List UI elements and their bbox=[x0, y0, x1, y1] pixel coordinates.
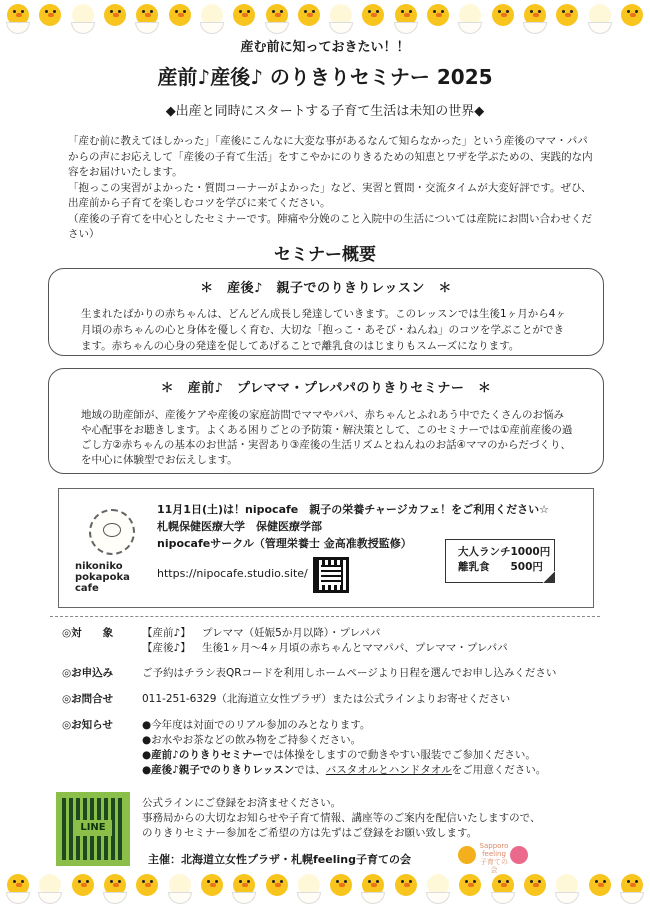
intro-paragraph: （産後の子育てを中心としたセミナーです。陣痛や分娩のこと入院中の生活については産院にお問い合わせください） bbox=[68, 212, 592, 240]
flower-icon bbox=[510, 846, 528, 864]
list-item: ●お水やお茶などの飲み物をご持参ください。 bbox=[142, 734, 362, 746]
chick-icon bbox=[424, 0, 452, 34]
chick-egg-icon bbox=[295, 870, 323, 904]
line-text-line: 事務局からの大切なお知らせや子育て情報、講座等のご案内を配信いたしますので、 bbox=[142, 812, 541, 824]
target-post: 生後1ヶ月〜4ヶ月頃の赤ちゃんとママパパ、プレママ・プレパパ bbox=[202, 642, 508, 654]
chick-icon bbox=[4, 0, 32, 34]
chick-egg-icon bbox=[456, 0, 484, 34]
chick-icon bbox=[230, 870, 258, 904]
nipocafe-box bbox=[58, 488, 594, 608]
info-label: ◎対 象 bbox=[62, 627, 114, 639]
line-qr-code[interactable] bbox=[56, 792, 130, 866]
sponsor: 主催：北海道立女性プラザ・札幌feeling子育ての会 bbox=[148, 853, 411, 866]
chick-icon bbox=[586, 870, 614, 904]
chick-egg-icon bbox=[586, 0, 614, 34]
chick-icon bbox=[263, 870, 291, 904]
line-text-line: のりきりセミナー参加をご希望の方は先ずはご登録をお願い致します。 bbox=[142, 827, 478, 839]
chick-icon bbox=[521, 0, 549, 34]
chick-icon bbox=[618, 870, 646, 904]
target-pre: プレママ（妊娠5か月以降）・プレパパ bbox=[202, 627, 381, 639]
section-title: セミナー概要 bbox=[274, 245, 376, 265]
cafe-line: 11月1日(土)は！nipocafe 親子の栄養チャージカフェ！をご利用ください☆ bbox=[157, 503, 549, 516]
postpartum-lesson-box bbox=[48, 268, 604, 356]
info-value bbox=[142, 626, 622, 656]
chick-icon bbox=[101, 870, 129, 904]
chick-icon bbox=[618, 0, 646, 34]
prenatal-seminar-box bbox=[48, 368, 604, 474]
chick-egg-icon bbox=[69, 0, 97, 34]
info-value: 011-251-6329（北海道立女性プラザ）または公式ラインよりお寄せください bbox=[142, 693, 511, 705]
chick-icon bbox=[101, 0, 129, 34]
line-text-line: 公式ラインにご登録をお済ませください。 bbox=[142, 797, 342, 809]
chick-icon bbox=[392, 0, 420, 34]
chick-egg-icon bbox=[327, 0, 355, 34]
chick-icon bbox=[489, 0, 517, 34]
chick-icon bbox=[327, 870, 355, 904]
sponsor-logo-text: Sapporo feeling 子育ての会 bbox=[479, 842, 509, 874]
chick-icon bbox=[230, 0, 258, 34]
box-body: 生まれたばかりの赤ちゃんは、どんどん成長し発達していきます。このレッスンでは生後1ヶ月から4ヶ月頃の赤ちゃんの心と身体を優しく育む、大切な「抱っこ・あそび・ねんね」のコツを学ぶことができます。赤ちゃんの心身の発達を促してあげることで離乳食のはじまりもスムーズになります。 bbox=[81, 308, 566, 352]
chick-egg-icon bbox=[36, 870, 64, 904]
tag: 【産後♪】 bbox=[142, 642, 191, 654]
chick-icon bbox=[359, 870, 387, 904]
cafe-line: nipocafeサークル（管理栄養士 金高准教授監修） bbox=[157, 537, 412, 550]
chick-egg-icon bbox=[166, 870, 194, 904]
chick-icon bbox=[166, 0, 194, 34]
chick-icon bbox=[456, 870, 484, 904]
list-item: ●産前♪のりきりセミナーでは体操をしますので動きやすい服装でご参加ください。 bbox=[142, 749, 536, 761]
header bbox=[0, 36, 650, 90]
info-value: ご予約はチラシ表QRコードを利用しホームページより日程を選んでお申し込みください bbox=[142, 667, 557, 679]
chick-icon bbox=[489, 870, 517, 904]
info-label: ◎お問合せ bbox=[62, 693, 114, 705]
chick-icon bbox=[521, 870, 549, 904]
price-line: 大人ランチ1000円 bbox=[458, 546, 551, 558]
chick-egg-icon bbox=[198, 0, 226, 34]
intro-paragraph: 「産む前に教えてほしかった」「産後にこんなに大変な事があるなんて知らなかった」という産後のママ・パパからの声にお応えして「産後の子育て生活」をすこやかにのりきるための知恵とワザを学ぶための、実践的な内容をお届けいたします。 bbox=[68, 135, 593, 178]
box-body: 地域の助産師が、産後ケアや産後の家庭訪問でママやパパ、赤ちゃんとふれあう中でたくさんのお悩みや心配事をお聴きします。よくある困りごとの予防策・解決策として、このセミナーでは①産前産後の過ごし方②赤ちゃんの基本のお世話・実習あり③産後の生活リズムとねんねのお話④ママのからだづくり、を中心に体験型でお伝えします。 bbox=[81, 409, 573, 466]
info-label: ◎お申込み bbox=[62, 667, 114, 679]
nipocafe-logo bbox=[75, 503, 155, 595]
chick-icon bbox=[392, 870, 420, 904]
notice-list bbox=[142, 718, 622, 778]
chick-icon bbox=[133, 0, 161, 34]
chick-icon bbox=[295, 0, 323, 34]
chick-icon bbox=[359, 0, 387, 34]
chick-icon bbox=[263, 0, 291, 34]
page-fold-icon bbox=[543, 571, 555, 583]
line-text bbox=[142, 796, 582, 841]
box-title: ＊ 産後♪ 親子でのりきりレッスン ＊ bbox=[200, 281, 452, 296]
chick-border-bottom bbox=[0, 870, 650, 908]
chick-icon bbox=[36, 0, 64, 34]
chick-egg-icon bbox=[424, 870, 452, 904]
chick-icon bbox=[553, 0, 581, 34]
logo-text: nikoniko pokapoka cafe bbox=[75, 561, 130, 594]
qr-code-icon[interactable] bbox=[313, 557, 349, 593]
pre-title: 産む前に知っておきたい！！ bbox=[240, 40, 410, 55]
chick-icon bbox=[198, 870, 226, 904]
chick-icon bbox=[4, 870, 32, 904]
cafe-url-link[interactable]: https://nipocafe.studio.site/ bbox=[157, 567, 308, 580]
subhead: ◆出産と同時にスタートする子育て生活は未知の世界◆ bbox=[165, 104, 485, 119]
chick-icon bbox=[69, 870, 97, 904]
face-icon bbox=[103, 523, 121, 537]
intro-paragraph: 「抱っこの実習がよかった・質問コーナーがよかった」など、実習と質問・交流タイムが大変好評です。ぜひ、出産前から子育てを楽しむコツを学びに来てください。 bbox=[68, 181, 592, 209]
list-item: ●今年度は対面でのリアル参加のみとなります。 bbox=[142, 719, 371, 731]
chick-egg-icon bbox=[553, 870, 581, 904]
flower-icon bbox=[458, 846, 476, 864]
chick-border-top bbox=[0, 0, 650, 38]
intro-text bbox=[68, 134, 598, 243]
divider bbox=[50, 616, 600, 617]
box-title: ＊ 産前♪ プレママ・プレパパのりきりセミナー ＊ bbox=[160, 381, 492, 396]
chick-icon bbox=[133, 870, 161, 904]
tag: 【産前♪】 bbox=[142, 627, 191, 639]
info-label: ◎お知らせ bbox=[62, 719, 113, 731]
lunch-price-card bbox=[445, 539, 555, 583]
cafe-line: 札幌保健医療大学 保健医療学部 bbox=[157, 520, 322, 533]
price-line: 離乳食 500円 bbox=[458, 561, 543, 573]
page-title: 産前♪産後♪ のりきりセミナー 2025 bbox=[157, 65, 493, 89]
sponsor-logo bbox=[458, 842, 538, 874]
list-item: ●産後♪親子でのりきりレッスンでは、バスタオルとハンドタオルをご用意ください。 bbox=[142, 764, 547, 776]
line-label: LINE bbox=[74, 820, 112, 836]
